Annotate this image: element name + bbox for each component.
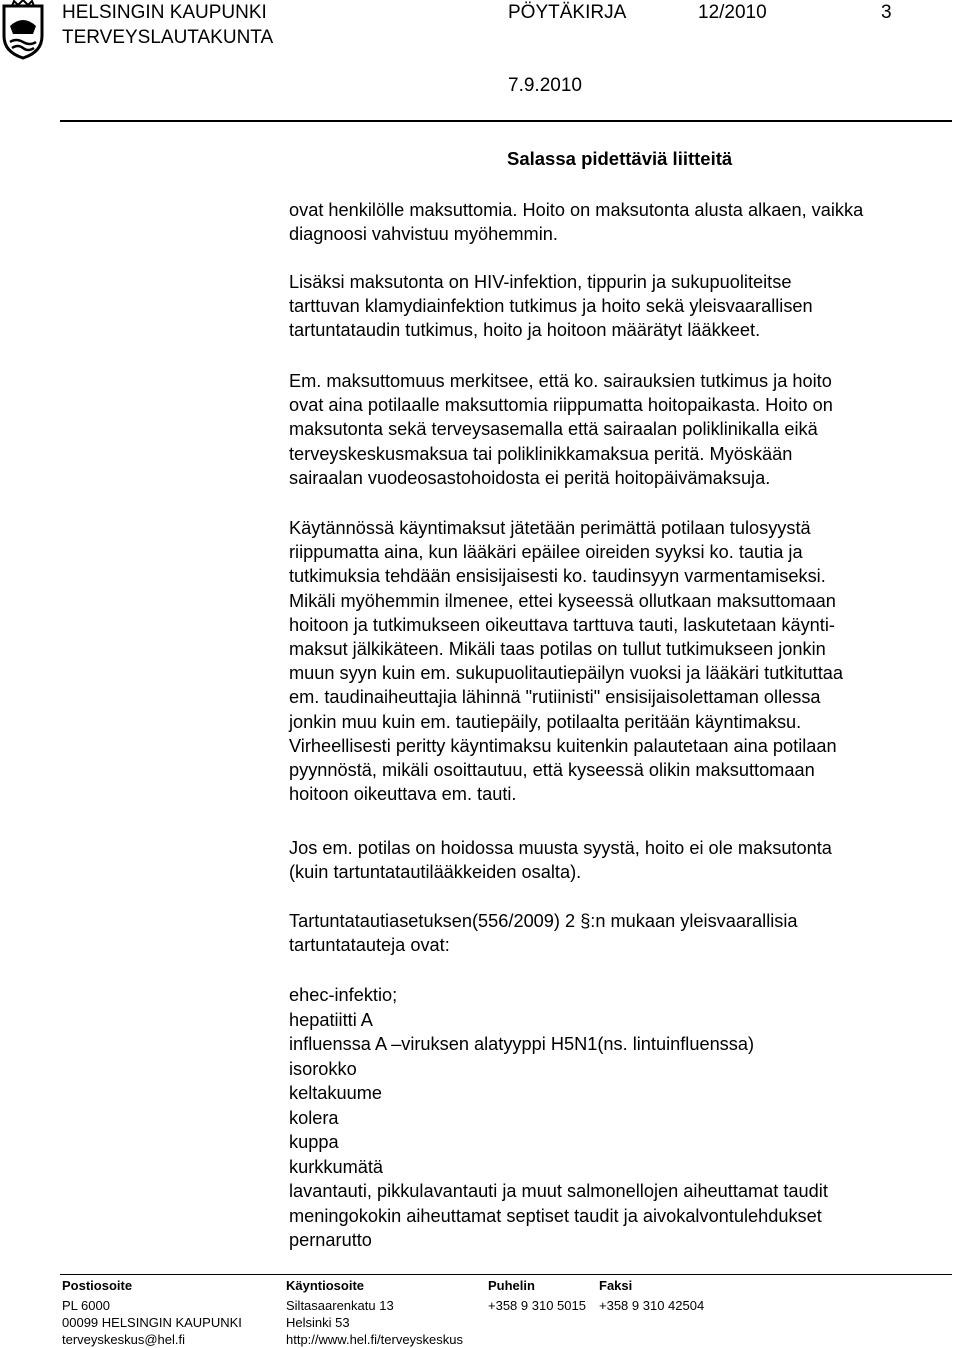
visit-line: Siltasaarenkatu 13 <box>286 1298 394 1313</box>
paragraph-line: Lisäksi maksutonta on HIV-infektion, tippurin ja sukupuoliteitse <box>289 272 792 292</box>
paragraph-line: maksutonta sekä terveysasemalla että sairaalan poliklinikalla eikä <box>289 419 818 440</box>
meeting-date: 7.9.2010 <box>508 75 582 96</box>
paragraph-line: Käytännössä käyntimaksut jätetään perimättä potilaan tulosyystä <box>289 518 811 538</box>
phone-heading: Puhelin <box>488 1278 535 1293</box>
list-item: kolera <box>289 1107 339 1128</box>
list-item: keltakuume <box>289 1083 383 1103</box>
paragraph-line: terveyskeskusmaksua tai poliklinikkamaksua peritä. Myöskään <box>289 443 793 464</box>
postal-line: 00099 HELSINGIN KAUPUNKI <box>62 1315 242 1330</box>
list-item: influenssa A –viruksen alatyyppi H5N1(ns. lintuinfluenssa) <box>289 1034 755 1054</box>
paragraph-line: ovat henkilölle maksuttomia. Hoito on maksutonta alusta alkaen, vaikka <box>289 200 864 220</box>
paragraph-line: hoitoon ja tutkimukseen oikeuttava tarttuva tauti, laskutetaan käynti- <box>289 614 835 635</box>
paragraph-line: Em. maksuttomuus merkitsee, että ko. sairauksien tutkimus ja hoito <box>289 371 832 391</box>
page-number: 3 <box>881 2 892 23</box>
visit-line: Helsinki 53 <box>286 1315 350 1330</box>
header-rule <box>60 120 952 122</box>
paragraph <box>289 909 949 957</box>
paragraph-line: tartuntatauteja ovat: <box>289 935 450 956</box>
paragraph-line: diagnoosi vahvistuu myöhemmin. <box>289 224 558 245</box>
paragraph-line: tartuntataudin tutkimus, hoito ja hoitoon määrätyt lääkkeet. <box>289 320 761 341</box>
paragraph-line: jonkin muu kuin em. tautiepäily, potilaalta peritään käyntimaksu. <box>289 711 802 732</box>
list-item: meningokokin aiheuttamat septiset taudit ja aivokalvontulehdukset <box>289 1205 822 1226</box>
paragraph <box>289 198 949 246</box>
email-link[interactable]: terveyskeskus@hel.fi <box>62 1332 186 1347</box>
paragraph <box>289 836 949 884</box>
paragraph-line: hoitoon oikeuttava em. tauti. <box>289 784 517 805</box>
list-item: isorokko <box>289 1058 357 1079</box>
paragraph-line: ovat aina potilaalle maksuttomia riippumatta hoitopaikasta. Hoito on <box>289 395 833 416</box>
list-item: kuppa <box>289 1132 339 1152</box>
list-item: pernarutto <box>289 1230 372 1250</box>
org-committee: TERVEYSLAUTAKUNTA <box>62 27 274 48</box>
list-item: ehec-infektio; <box>289 985 398 1005</box>
list-item: hepatiitti A <box>289 1009 373 1030</box>
doc-number: 12/2010 <box>698 2 767 23</box>
fax-value: +358 9 310 42504 <box>599 1298 705 1313</box>
paragraph-line: Virheellisesti peritty käyntimaksu kuitenkin palautetaan aina potilaan <box>289 735 837 756</box>
paragraph-line: Mikäli myöhemmin ilmenee, ettei kyseessä ollutkaan maksuttomaan <box>289 590 836 611</box>
section-title: Salassa pidettäviä liitteitä <box>507 148 733 169</box>
paragraph-line: tutkimuksia tehdään ensisijaisesti ko. taudinsyyn varmentamiseksi. <box>289 566 826 587</box>
paragraph <box>289 369 949 490</box>
postal-heading: Postiosoite <box>62 1278 133 1293</box>
org-name: HELSINGIN KAUPUNKI <box>62 2 267 23</box>
paragraph <box>289 516 949 806</box>
paragraph-line: em. taudinaiheuttajia lähinnä "rutiinisti" ensisijaisolettaman ollessa <box>289 687 821 708</box>
paragraph-line: muun syyn kuin em. sukupuolitautiepäilyn vuoksi ja lääkäri tutkituttaa <box>289 663 843 684</box>
paragraph-line: riippumatta aina, kun lääkäri epäilee oireiden syyksi ko. tautia ja <box>289 542 803 563</box>
paragraph-line: tarttuvan klamydiainfektion tutkimus ja hoito sekä yleisvaarallisen <box>289 296 813 317</box>
paragraph-line: pyynnöstä, mikäli osoittautuu, että kyseessä olikin maksuttomaan <box>289 760 815 781</box>
paragraph-line: (kuin tartuntatautilääkkeiden osalta). <box>289 862 582 883</box>
helsinki-crest-icon <box>0 0 46 60</box>
paragraph-line: Jos em. potilas on hoidossa muusta syystä, hoito ei ole maksutonta <box>289 838 832 858</box>
phone-value: +358 9 310 5015 <box>488 1298 586 1313</box>
visit-heading: Käyntiosoite <box>286 1278 365 1293</box>
list-item: kurkkumätä <box>289 1156 384 1177</box>
doc-type: PÖYTÄKIRJA <box>508 2 627 23</box>
list-item: lavantauti, pikkulavantauti ja muut salmonellojen aiheuttamat taudit <box>289 1181 828 1201</box>
footer-rule <box>60 1274 952 1275</box>
disease-list <box>289 983 949 1253</box>
paragraph <box>289 270 949 343</box>
paragraph-line: maksut jälkikäteen. Mikäli taas potilas on tullut tutkimukseen jonkin <box>289 639 826 660</box>
website-link[interactable]: http://www.hel.fi/terveyskeskus <box>286 1332 464 1347</box>
postal-line: PL 6000 <box>62 1298 110 1313</box>
paragraph-line: sairaalan vuodeosastohoidosta ei peritä hoitopäivämaksuja. <box>289 467 771 488</box>
paragraph-line: Tartuntatautiasetuksen(556/2009) 2 §:n mukaan yleisvaarallisia <box>289 911 798 931</box>
fax-heading: Faksi <box>599 1278 633 1293</box>
